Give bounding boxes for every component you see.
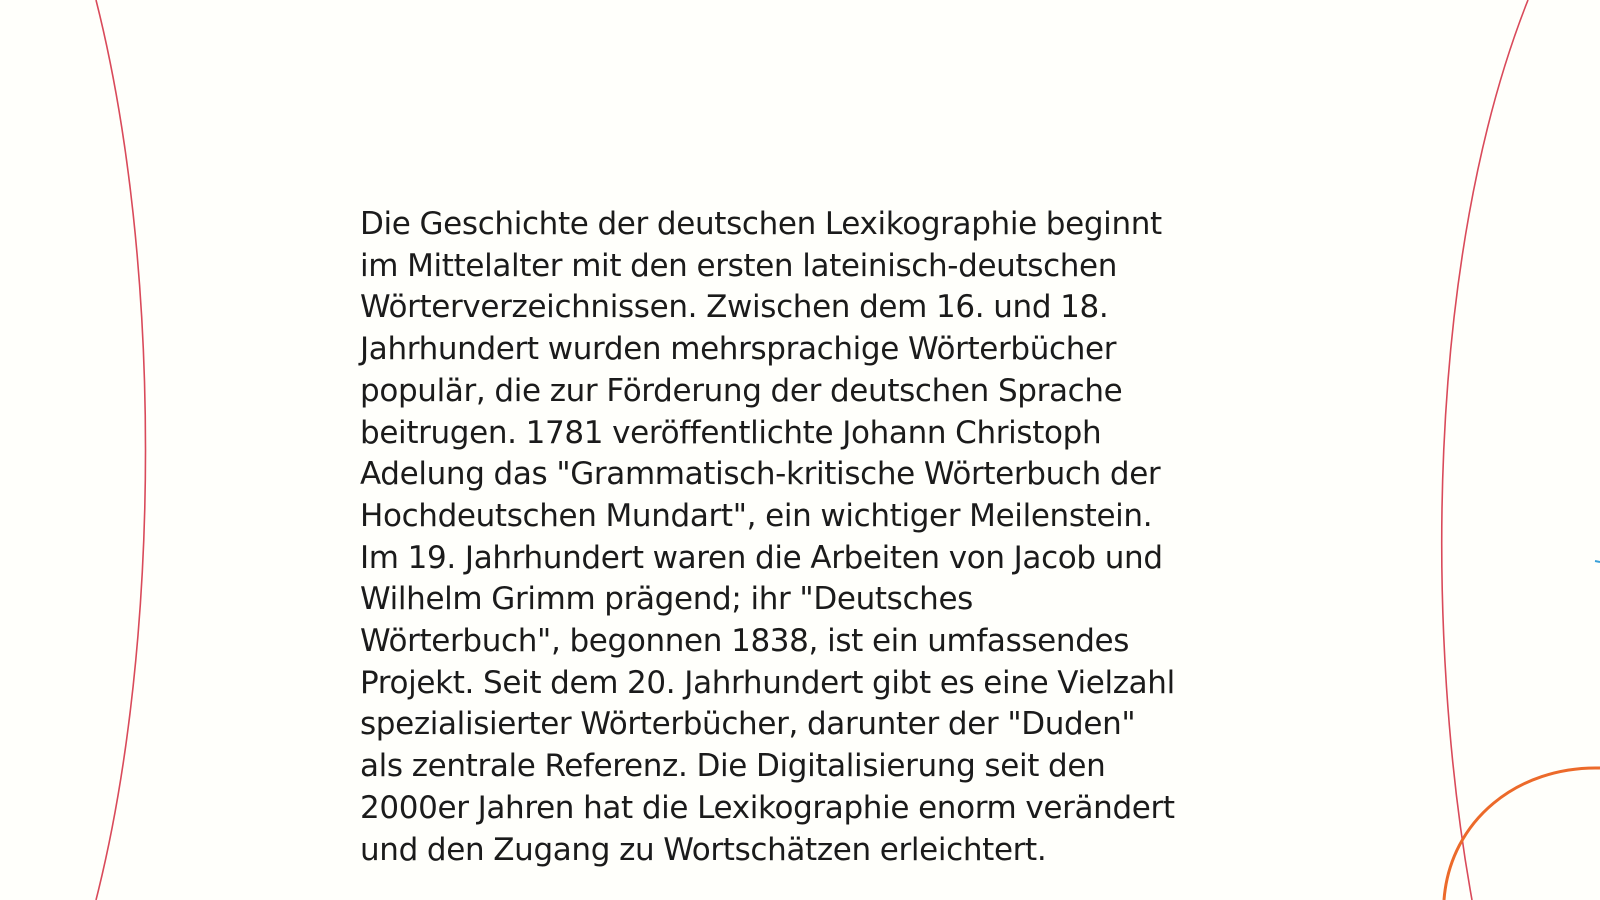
body-line: populär, die zur Förderung der deutschen Sprache <box>360 372 1123 409</box>
body-line: Hochdeutschen Mundart", ein wichtiger Meilenstein. <box>360 497 1153 534</box>
orange-arc <box>1444 768 1600 900</box>
body-line: Die Geschichte der deutschen Lexikographie beginnt <box>360 206 1162 242</box>
body-line: Wörterverzeichnissen. Zwischen dem 16. und 18. <box>360 289 1109 326</box>
body-line: als zentrale Referenz. Die Digitalisierung seit den <box>360 748 1106 785</box>
body-paragraph <box>360 204 1260 871</box>
body-line: im Mittelalter mit den ersten lateinisch-deutschen <box>360 247 1118 284</box>
body-line: spezialisierter Wörterbücher, darunter der "Duden" <box>360 706 1136 743</box>
blue-accent <box>1595 561 1600 562</box>
body-line: Projekt. Seit dem 20. Jahrhundert gibt es eine Vielzahl <box>360 664 1175 701</box>
body-line: Wilhelm Grimm prägend; ihr "Deutsches <box>360 581 973 618</box>
body-line: und den Zugang zu Wortschätzen erleichtert. <box>360 831 1047 868</box>
body-line: Adelung das "Grammatisch-kritische Wörterbuch der <box>360 456 1161 493</box>
left-arc <box>96 0 146 900</box>
body-line: Im 19. Jahrhundert waren die Arbeiten von Jacob und <box>360 539 1163 576</box>
body-line: Wörterbuch", begonnen 1838, ist ein umfassendes <box>360 623 1130 660</box>
body-line: 2000er Jahren hat die Lexikographie enorm verändert <box>360 789 1175 826</box>
body-line: beitrugen. 1781 veröffentlichte Johann Christoph <box>360 414 1102 451</box>
body-line: Jahrhundert wurden mehrsprachige Wörterbücher <box>360 331 1117 368</box>
right-arc <box>1442 0 1528 900</box>
